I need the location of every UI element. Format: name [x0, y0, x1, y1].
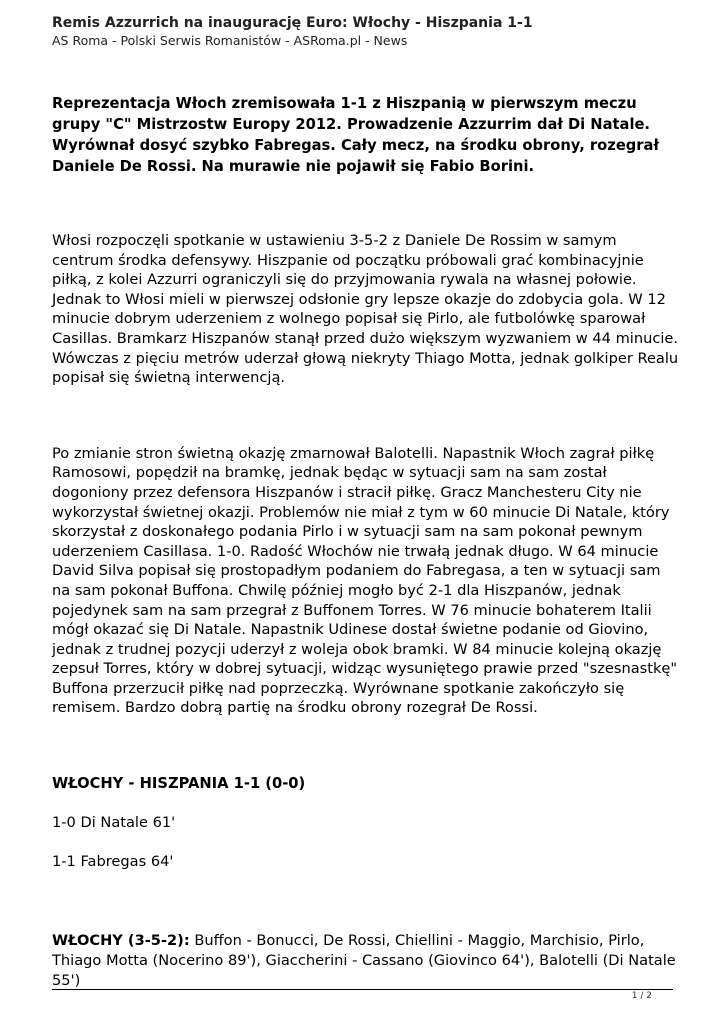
- match-score-heading: WŁOCHY - HISZPANIA 1-1 (0-0): [52, 775, 306, 793]
- document-header: [52, 14, 692, 49]
- team-lineup-players: Buffon - Bonucci, De Rossi, Chiellini - Maggio, Marchisio, Pirlo, Thiago Motta (Nocerino 89'), Giaccherini - Cassano (Giovinco 64'), Balotelli (Di Natale 55'): [52, 932, 676, 990]
- document-subtitle: AS Roma - Polski Serwis Romanistów - ASRoma.pl - News: [52, 33, 408, 48]
- article-body: [52, 93, 682, 991]
- article-lead: Reprezentacja Włoch zremisowała 1-1 z Hiszpanią w pierwszym meczu grupy "C" Mistrzostw Europy 2012. Prowadzenie Azzurrim dał Di Natale. Wyrównał dosyć szybko Fabregas. Cały mecz, na środku obrony, rozegrał Daniele De Rossi. Na murawie nie pojawił się Fabio Borini.: [52, 95, 659, 175]
- document-title: Remis Azzurrich na inaugurację Euro: Włochy - Hiszpania 1-1: [52, 15, 533, 31]
- article-paragraph-2: Po zmianie stron świetną okazję zmarnował Balotelli. Napastnik Włoch zagrał piłkę Ramosowi, popędził na bramkę, jednak będąc w sytuacji sam na sam został dogoniony przez defensora Hiszpanów i stracił piłkę. Gracz Manchesteru City nie wykorzystał świetnej okazji. Problemów nie miał z tym w 60 minucie Di Natale, który skorzystał z doskonałego podania Pirlo i w sytuacji sam na sam pokonał pewnym uderzeniem Casillasa. 1-0. Radość Włochów nie trwałą jednak długo. W 64 minucie David Silva popisał się prostopadłym podaniem do Fabregasa, a ten w sytuacji sam na sam pokonał Buffona. Chwilę później mogło być 2-1 dla Hiszpanów, jednak pojedynek sam na sam przegrał z Buffonem Torres. W 76 minucie bohaterem Italii mógł okazać się Di Natale. Napastnik Udinese dostał świetne podanie od Giovino, jednak z trudnej pozycji uderzył z woleja obok bramki. W 84 minucie kolejną okazję zepsuł Torres, który w dobrej sytuacji, widząc wysuniętego prawie przed "szesnastkę" Buffona przerzucił piłkę nad poprzeczką. Wyrównane spotkanie zakończyło się remisem. Bardzo dobrą partię na środku obrony rozegrał De Rossi.: [52, 444, 678, 717]
- goal-entry-2: 1-1 Fabregas 64': [52, 853, 174, 871]
- team-lineup: [52, 931, 682, 991]
- team-lineup-label: WŁOCHY (3-5-2):: [52, 932, 190, 950]
- article-paragraph-1: Włosi rozpoczęli spotkanie w ustawieniu 3-5-2 z Daniele De Rossim w samym centrum środka defensywy. Hiszpanie od początku próbowali grać kombinacyjnie piłką, z kolei Azzurri ograniczyli się do przyjmowania rywala na własnej połowie. Jednak to Włosi mieli w pierwszej odsłonie gry lepsze okazje do zdobycia gola. W 12 minucie dobrym uderzeniem z wolnego popisał się Pirlo, ale futbolówkę sparował Casillas. Bramkarz Hiszpanów stanął przed dużo większym wyzwaniem w 44 minucie. Wówczas z pięciu metrów uderzał głową niekryty Thiago Motta, jednak golkiper Realu popisał się świetną interwencją.: [52, 232, 679, 387]
- footer-divider: [52, 989, 673, 990]
- goal-entry-1: 1-0 Di Natale 61': [52, 814, 176, 832]
- page-number: 1 / 2: [631, 991, 652, 1001]
